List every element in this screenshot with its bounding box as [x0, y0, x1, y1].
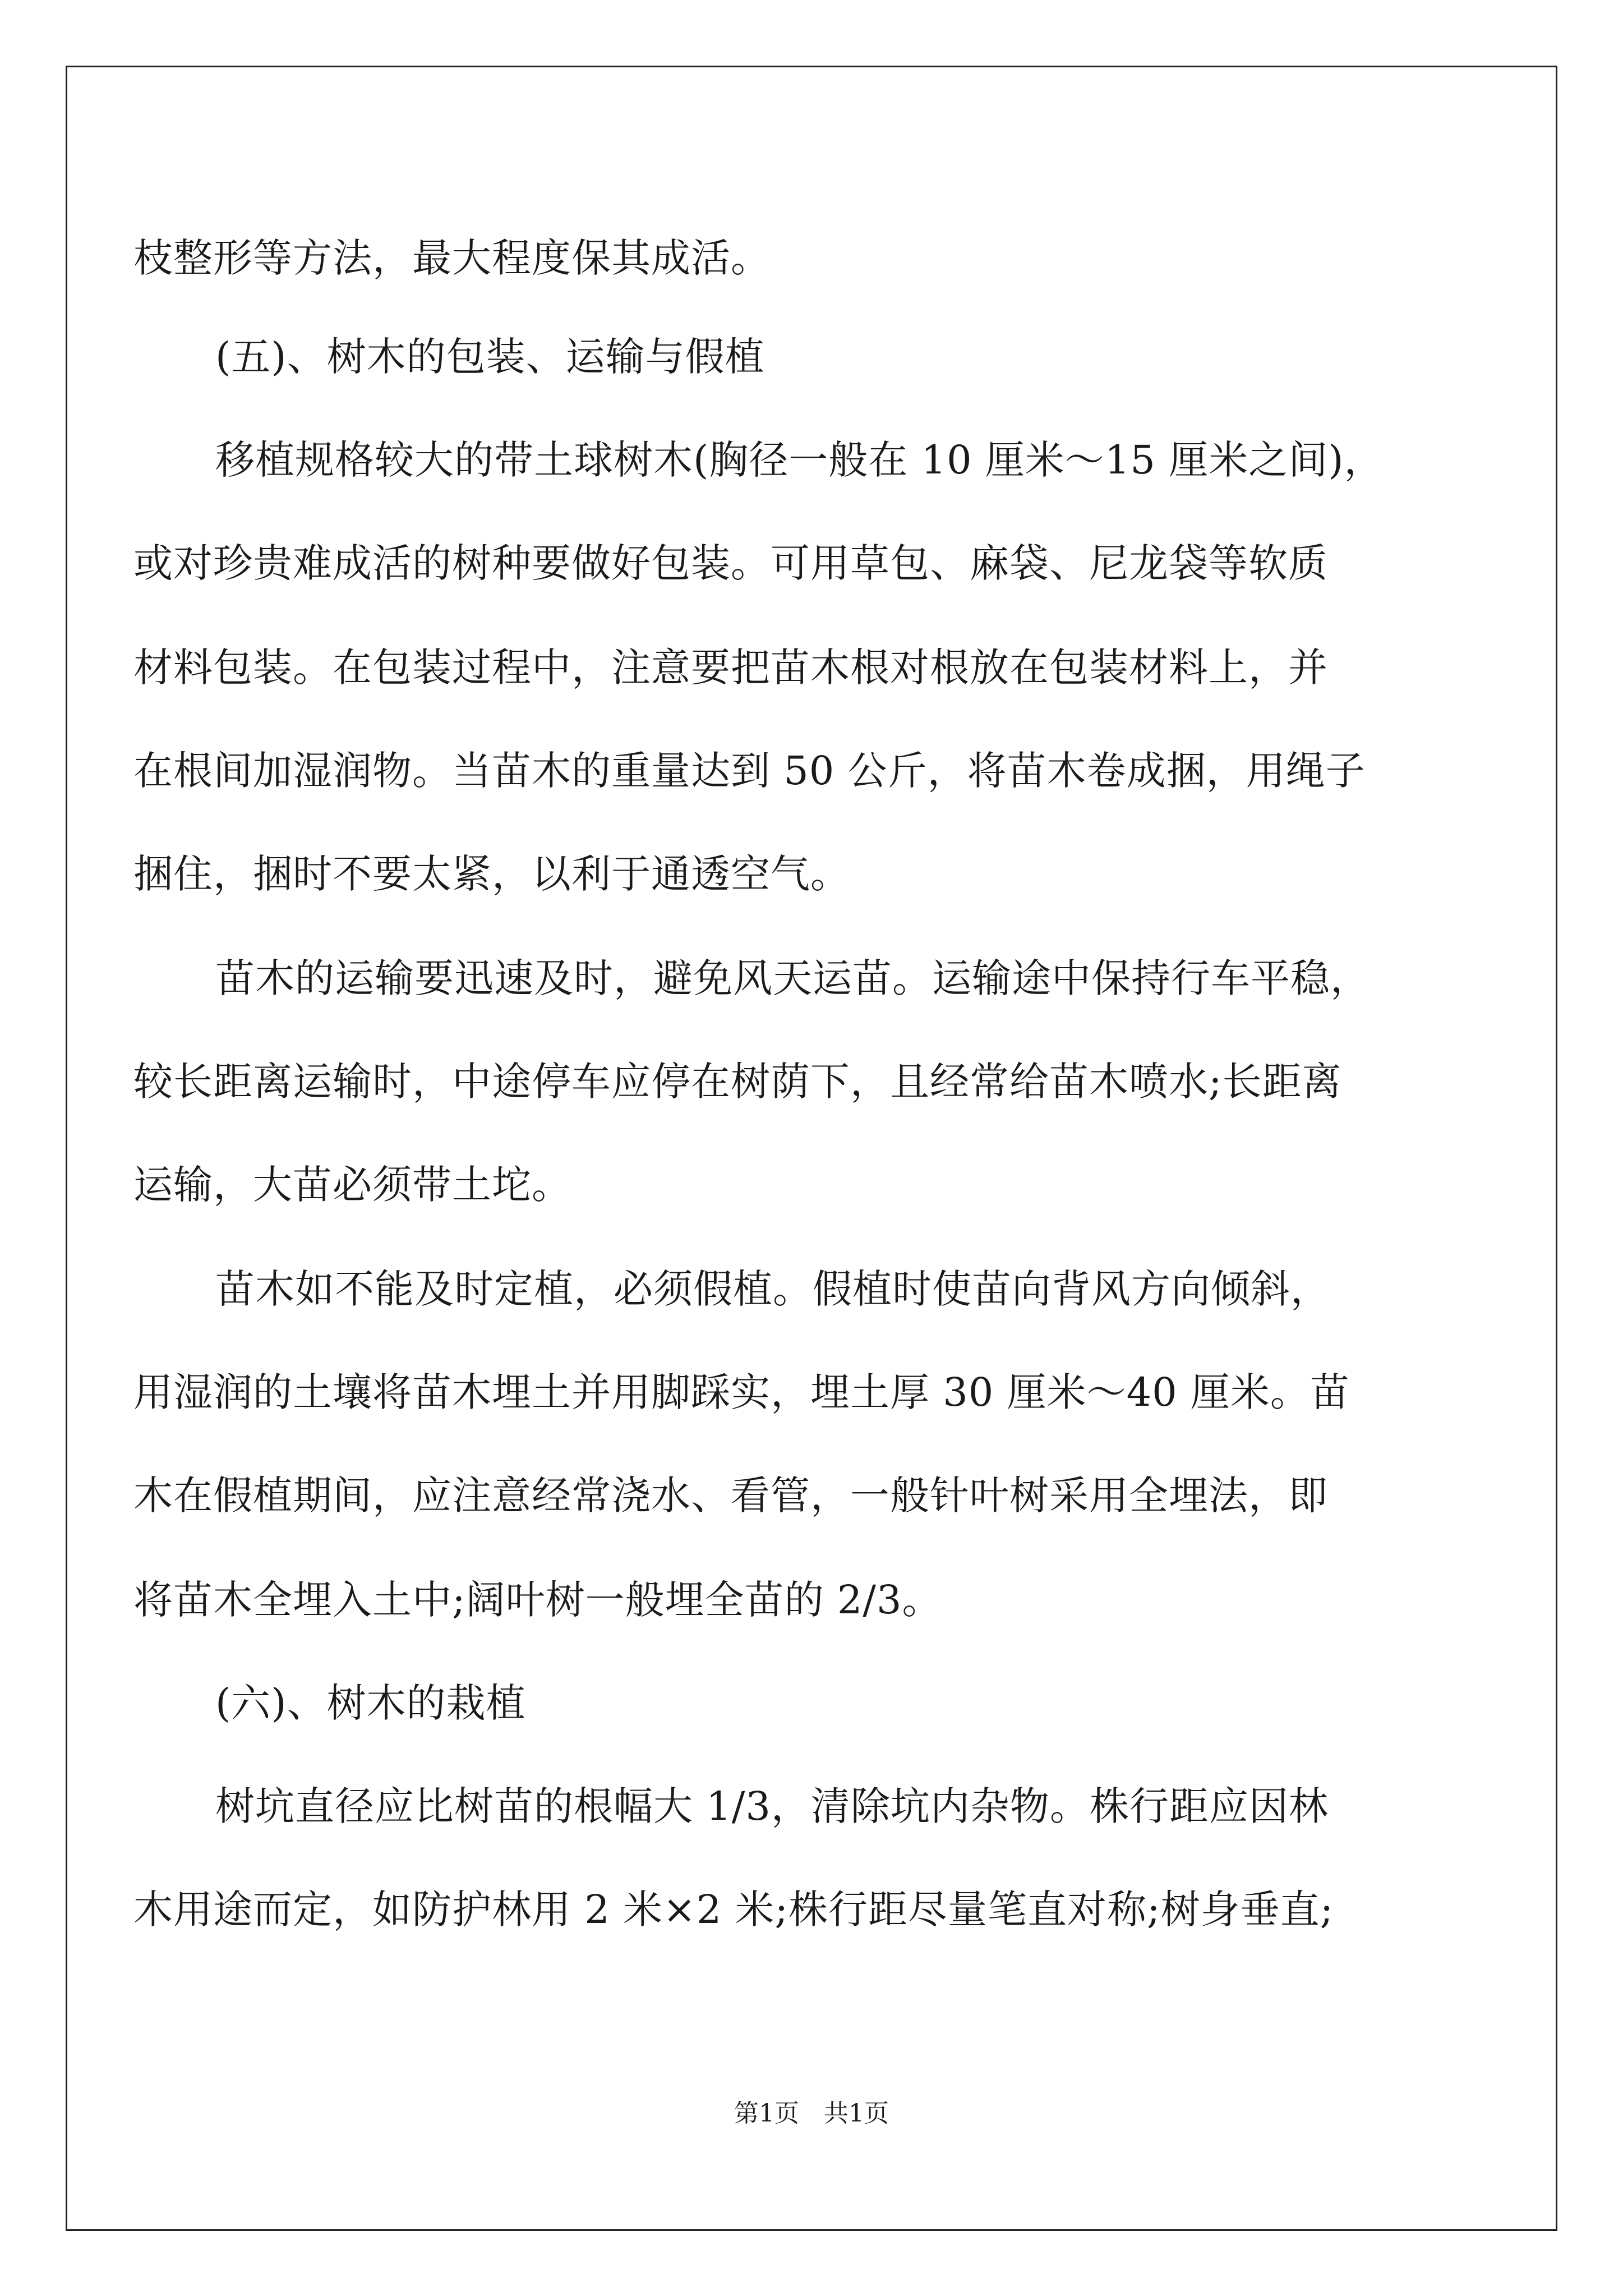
text-line: 用湿润的土壤将苗木埋土并用脚踩实，埋土厚 30 厘米～40 厘米。苗	[133, 1369, 1350, 1415]
text-line: 移植规格较大的带土球树木(胸径一般在 10 厘米～15 厘米之间)，	[215, 437, 1384, 483]
text-line: 或对珍贵难成活的树种要做好包装。可用草包、麻袋、尼龙袋等软质	[133, 540, 1328, 586]
text-line: 运输，大苗必须带土坨。	[133, 1162, 571, 1208]
text-line: 较长距离运输时，中途停车应停在树荫下，且经常给苗木喷水;长距离	[133, 1059, 1342, 1105]
text-line: 木用途而定，如防护林用 2 米×2 米;株行距尽量笔直对称;树身垂直;	[133, 1887, 1334, 1932]
text-line: 木在假植期间，应注意经常浇水、看管，一般针叶树采用全埋法，即	[133, 1473, 1328, 1519]
text-line: 在根间加湿润物。当苗木的重量达到 50 公斤，将苗木卷成捆，用绳子	[133, 748, 1366, 794]
section-heading: (六)、树木的栽植	[215, 1680, 526, 1726]
text-line: 捆住，捆时不要太紧，以利于通透空气。	[133, 851, 850, 897]
text-line: 枝整形等方法，最大程度保其成活。	[133, 235, 771, 281]
page-footer	[0, 2097, 1623, 2131]
text-line: 材料包装。在包装过程中，注意要把苗木根对根放在包装材料上，并	[133, 645, 1328, 691]
section-heading: (五)、树木的包装、运输与假植	[215, 334, 765, 380]
text-line: 将苗木全埋入土中;阔叶树一般埋全苗的 2/3。	[133, 1577, 942, 1623]
text-line: 苗木的运输要迅速及时，避免风天运苗。运输途中保持行车平稳，	[215, 955, 1370, 1001]
page-number-current: 第1页	[734, 2099, 799, 2128]
page-number-total: 共1页	[824, 2099, 889, 2128]
text-line: 苗木如不能及时定植，必须假植。假植时使苗向背风方向倾斜，	[215, 1266, 1330, 1312]
text-line: 树坑直径应比树苗的根幅大 1/3，清除坑内杂物。株行距应因林	[215, 1783, 1329, 1829]
